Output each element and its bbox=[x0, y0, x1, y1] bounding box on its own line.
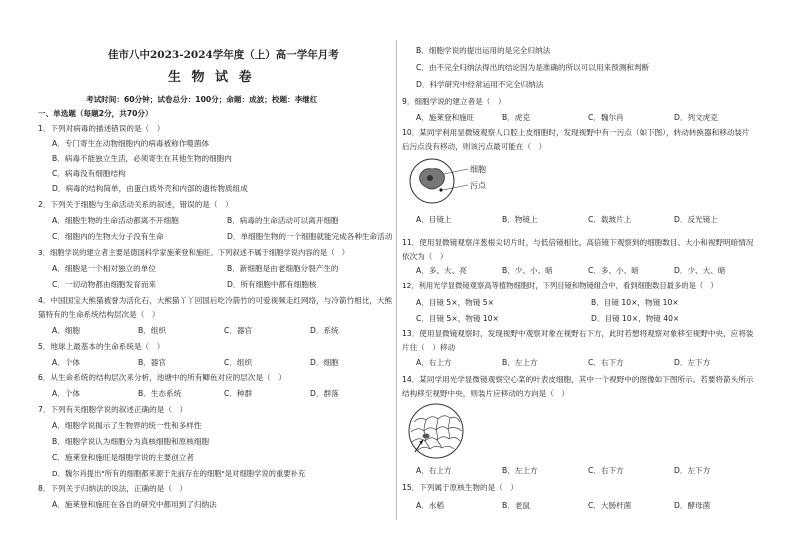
q1-option-d: D．病毒的结构简单，由蛋白质外壳和内部的遗传物质组成 bbox=[52, 184, 248, 193]
q4-option-c: C．器官 bbox=[224, 326, 253, 335]
q11-option-b: B．少、小、暗 bbox=[502, 266, 553, 275]
microscope-field-figure bbox=[408, 157, 518, 205]
q11-option-c: C．多、小、暗 bbox=[588, 266, 639, 275]
question-5: 5．地球上最基本的生命系统是（ ） bbox=[38, 342, 165, 351]
q7-option-d: D．魏尔肖提出"所有的细胞都来源于先前存在的细胞"是对细胞学说的重要补充 bbox=[52, 469, 306, 478]
dirt-spot bbox=[439, 188, 442, 191]
question-11: 11．使用显微镜观察洋葱根尖切片时，与低倍镜相比，高倍镜下观察到的细胞数目、大小和视野明暗情况依次为（ ） bbox=[402, 238, 754, 261]
q3-option-d: D．所有细胞中都有细胞核 bbox=[227, 280, 317, 289]
q6-options bbox=[52, 389, 396, 399]
question-10: 10．某同学利用显微镜观察人口腔上皮细胞时，发现视野中有一污点（如下图），转动转换器和移动装片后污点没有移动，则该污点最可能在（ ） bbox=[402, 128, 750, 151]
q2-options-row1 bbox=[52, 216, 402, 226]
q15-option-c: C．大肠杆菌 bbox=[588, 501, 632, 510]
q12-options-row2 bbox=[416, 314, 766, 324]
question-14: 14．某同学用光学显微镜观察空心菜的叶表皮细胞，其中一个视野中的图像如下图所示。若要将箭头所示结构移至视野中央，则装片应移动的方向是（ ） bbox=[402, 375, 754, 398]
q11-option-a: A．多、大、亮 bbox=[416, 266, 467, 275]
q1-option-b: B．病毒不能独立生活，必须寄生在其他生物的细胞内 bbox=[52, 154, 232, 163]
q1-option-a: A．专门寄生在动物细胞内的病毒被称作噬菌体 bbox=[52, 139, 210, 148]
question-8: 8．下列关于归纳法的说法，正确的是（ ） bbox=[38, 484, 188, 493]
q2-options-row2 bbox=[52, 232, 402, 242]
q8-option-d: D．科学研究中经常运用不完全归纳法 bbox=[416, 80, 544, 89]
q10-option-a: A．目镜上 bbox=[416, 215, 452, 224]
question-9: 9．细胞学说的建立者是（ ） bbox=[402, 97, 506, 106]
q4-option-a: A．细胞 bbox=[52, 326, 80, 335]
q13-option-a: A．右上方 bbox=[416, 358, 452, 367]
question-4: 4．中国国宝大熊猫被誉为活化石，大熊猫丫丫回国后吃冷箭竹的可爱视频走红网络，与冷箭竹相比，大熊猫特有的生命系统结构层次是（ ） bbox=[38, 296, 393, 319]
q13-option-d: D．左下方 bbox=[674, 358, 711, 367]
question-15: 15．下列属于原核生物的是（ ） bbox=[402, 483, 518, 492]
q12-options-row1 bbox=[416, 298, 766, 308]
q5-options bbox=[52, 358, 396, 368]
q6-option-c: C．种群 bbox=[224, 389, 253, 398]
q6-option-a: A．个体 bbox=[52, 389, 80, 398]
q14-option-c: C．右下方 bbox=[588, 466, 624, 475]
q3-options-row1 bbox=[52, 264, 402, 274]
q6-option-d: D．群落 bbox=[310, 389, 339, 398]
q10-options bbox=[416, 215, 760, 225]
q3-options-row2 bbox=[52, 280, 402, 290]
q12-option-a: A．目镜 5×，物镜 5× bbox=[416, 298, 494, 307]
q4-option-d: D．系统 bbox=[310, 326, 339, 335]
question-6: 6．从生命系统的结构层次来分析，池塘中的所有鲫鱼对应的层次是（ ） bbox=[38, 373, 286, 382]
q6-option-b: B．生态系统 bbox=[138, 389, 182, 398]
spot-label: 污点 bbox=[470, 181, 486, 190]
q10-option-d: D．反光镜上 bbox=[674, 215, 718, 224]
cell-label: 细胞 bbox=[470, 165, 486, 174]
q15-options bbox=[416, 501, 760, 511]
q13-options bbox=[416, 358, 760, 368]
q4-option-b: B．组织 bbox=[138, 326, 166, 335]
q15-option-a: A．水稻 bbox=[416, 501, 444, 510]
q11-options bbox=[416, 266, 760, 276]
subject-title: 生 物 试 卷 bbox=[168, 70, 255, 85]
q2-option-c: C．细胞内的生物大分子没有生命 bbox=[52, 232, 164, 241]
q3-option-a: A．细胞是一个相对独立的单位 bbox=[52, 264, 156, 273]
question-2: 2．下列关于细胞与生命活动关系的叙述，错误的是（ ） bbox=[38, 200, 233, 209]
q14-options bbox=[416, 466, 760, 476]
q7-option-a: A．细胞学说揭示了生物界的统一性和多样性 bbox=[52, 421, 202, 430]
question-7: 7．下列有关细胞学说的叙述正确的是（ ） bbox=[38, 405, 188, 414]
right-column bbox=[402, 0, 762, 560]
q14-option-a: A．右上方 bbox=[416, 466, 452, 475]
leaf-epidermis-figure bbox=[406, 402, 470, 460]
q5-option-a: A．个体 bbox=[52, 358, 80, 367]
q8-option-a: A．施莱登和施旺在各自的研究中都用到了归纳法 bbox=[52, 500, 217, 509]
q9-option-a: A．施莱登和施旺 bbox=[416, 113, 475, 122]
q7-option-c: C．施莱登和施旺是细胞学说的主要创立者 bbox=[52, 453, 194, 462]
q10-option-c: C．载玻片上 bbox=[588, 215, 632, 224]
exam-info: 考试时间：60分钟；试卷总分：100分；命题：成波；校题：李继红 bbox=[86, 95, 318, 104]
q15-option-b: B．老鼠 bbox=[502, 501, 530, 510]
q13-option-c: C．右下方 bbox=[588, 358, 624, 367]
cell-nucleus bbox=[427, 175, 433, 181]
q12-option-c: C．目镜 5×，物镜 10× bbox=[416, 314, 499, 323]
q3-option-b: B．新细胞是由老细胞分裂产生的 bbox=[227, 264, 339, 273]
q2-option-d: D．单细胞生物的一个细胞就能完成各种生命活动 bbox=[227, 232, 393, 241]
q15-option-d: D．酵母菌 bbox=[674, 501, 711, 510]
question-3: 3．细胞学说的建立者主要是德国科学家施莱登和施旺。下列叙述不属于细胞学说内容的是（ ） bbox=[38, 248, 350, 257]
school-title: 佳市八中2023-2024学年度（上）高一学年月考 bbox=[108, 49, 339, 61]
question-1: 1．下列对病毒的描述错误的是（ ） bbox=[38, 124, 165, 133]
q9-options bbox=[416, 113, 760, 123]
question-13: 13．使用显微镜观察时，发现视野中观察对象在视野右下方，此时若想将观察对象移至视野中央，应将装片往（ ）移动 bbox=[402, 329, 754, 352]
q10-option-b: B．物镜上 bbox=[502, 215, 538, 224]
q2-option-a: A．细胞生物的生命活动都离不开细胞 bbox=[52, 216, 179, 225]
q14-option-b: B．左上方 bbox=[502, 466, 538, 475]
q3-option-c: C．一切动物都由细胞发育而来 bbox=[52, 280, 157, 289]
q4-options bbox=[52, 326, 396, 336]
q5-option-c: C．组织 bbox=[224, 358, 253, 367]
stoma bbox=[423, 434, 430, 439]
q9-option-c: C．魏尔肖 bbox=[588, 113, 624, 122]
q2-option-b: B．病毒的生命活动可以离开细胞 bbox=[227, 216, 339, 225]
q9-option-d: D．列文虎克 bbox=[674, 113, 718, 122]
question-12: 12．利用光学显微镜观察高等植物细胞时，下列目镜和物镜组合中，看到细胞数目最多的是（ ） bbox=[402, 281, 718, 290]
q9-option-b: B．虎克 bbox=[502, 113, 530, 122]
q14-option-d: D．左下方 bbox=[674, 466, 711, 475]
q8-option-b: B．细胞学说的提出运用的是完全归纳法 bbox=[416, 46, 551, 55]
q8-option-c: C．由不完全归纳法得出的结论因为是准确的所以可以用来预测和判断 bbox=[416, 63, 650, 72]
q1-option-c: C．病毒没有细胞结构 bbox=[52, 169, 126, 178]
left-column bbox=[38, 0, 393, 560]
q12-option-b: B．目镜 10×，物镜 10× bbox=[591, 298, 679, 307]
section-heading: 一、单选题（每题2分，共70分） bbox=[38, 109, 153, 118]
q13-option-b: B．左上方 bbox=[502, 358, 538, 367]
q11-option-d: D．少、大、暗 bbox=[674, 266, 726, 275]
q5-option-d: D．细胞 bbox=[310, 358, 339, 367]
q12-option-d: D．目镜 10×，物镜 40× bbox=[591, 314, 680, 323]
q5-option-b: B．器官 bbox=[138, 358, 166, 367]
q7-option-b: B．细胞学说认为细胞分为真核细胞和原核细胞 bbox=[52, 437, 210, 446]
